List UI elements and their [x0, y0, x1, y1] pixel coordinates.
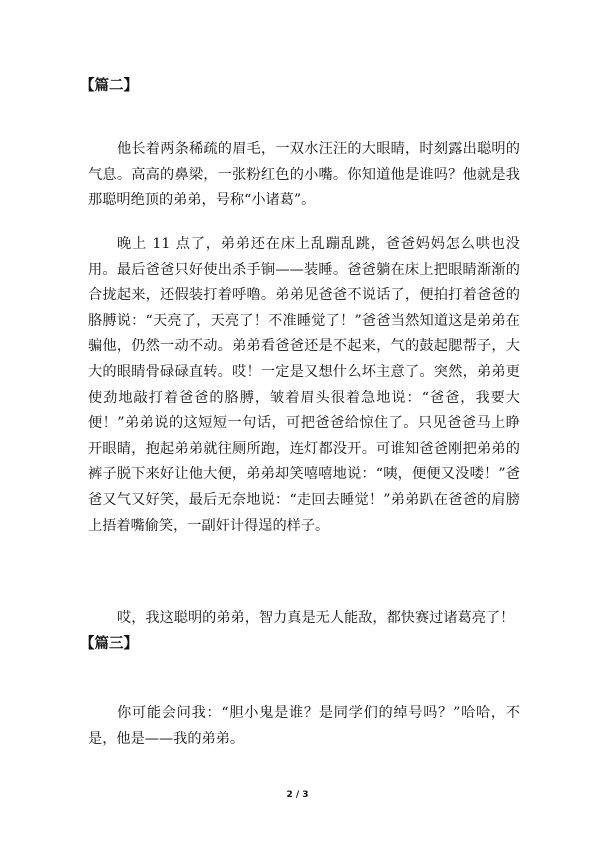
- paragraph-story: 晚上 11 点了，弟弟还在床上乱蹦乱跳，爸爸妈妈怎么哄也没用。最后爸爸只好使出杀手锏——装睡。爸爸躺在床上把眼睛渐渐的合拢起来，还假装打着呼噜。弟弟见爸爸不说话了，便拍打着爸爸的胳膊说：“天亮了，天亮了！不准睡觉了！”爸爸当然知道这是弟弟在骗他，仍然一动不动。弟弟看爸爸还是不起来，气的鼓起腮帮子，大大的眼睛骨碌碌直转。哎！一定是又想什么坏主意了。突然，弟弟更使劲地敲打着爸爸的胳膊，皱着眉头很着急地说：“爸爸，我要大便！”弟弟说的这短短一句话，可把爸爸给惊住了。只见爸爸马上睁开眼睛，抱起弟弟就往厕所跑，连灯都没开。可谁知爸爸刚把弟弟的裤子脱下来好让他大便，弟弟却笑嘻嘻地说：“咦，便便又没喽！”爸爸又气又好笑，最后无奈地说：“走回去睡觉！”弟弟趴在爸爸的肩膀上捂着嘴偷笑，一副奸计得逞的样子。: [88, 236, 520, 534]
- section-heading-pian-san: 【篇三】: [80, 635, 138, 652]
- paragraph-conclusion: 哎，我这聪明的弟弟，智力真是无人能敌，都快赛过诸葛亮了！: [117, 610, 515, 626]
- page-number: 2 / 3: [286, 790, 309, 800]
- paragraph-description: 他长着两条稀疏的眉毛，一双水汪汪的大眼睛，时刻露出聪明的气息。高高的鼻梁，一张粉红色的小嘴。你知道他是谁吗？他就是我那聪明绝顶的弟弟，号称“小诸葛”。: [88, 141, 520, 209]
- paragraph-intro: 你可能会问我：“胆小鬼是谁？是同学们的绰号吗？”哈哈，不是，他是——我的弟弟。: [88, 705, 520, 747]
- section-heading-pian-er: 【篇二】: [80, 77, 138, 94]
